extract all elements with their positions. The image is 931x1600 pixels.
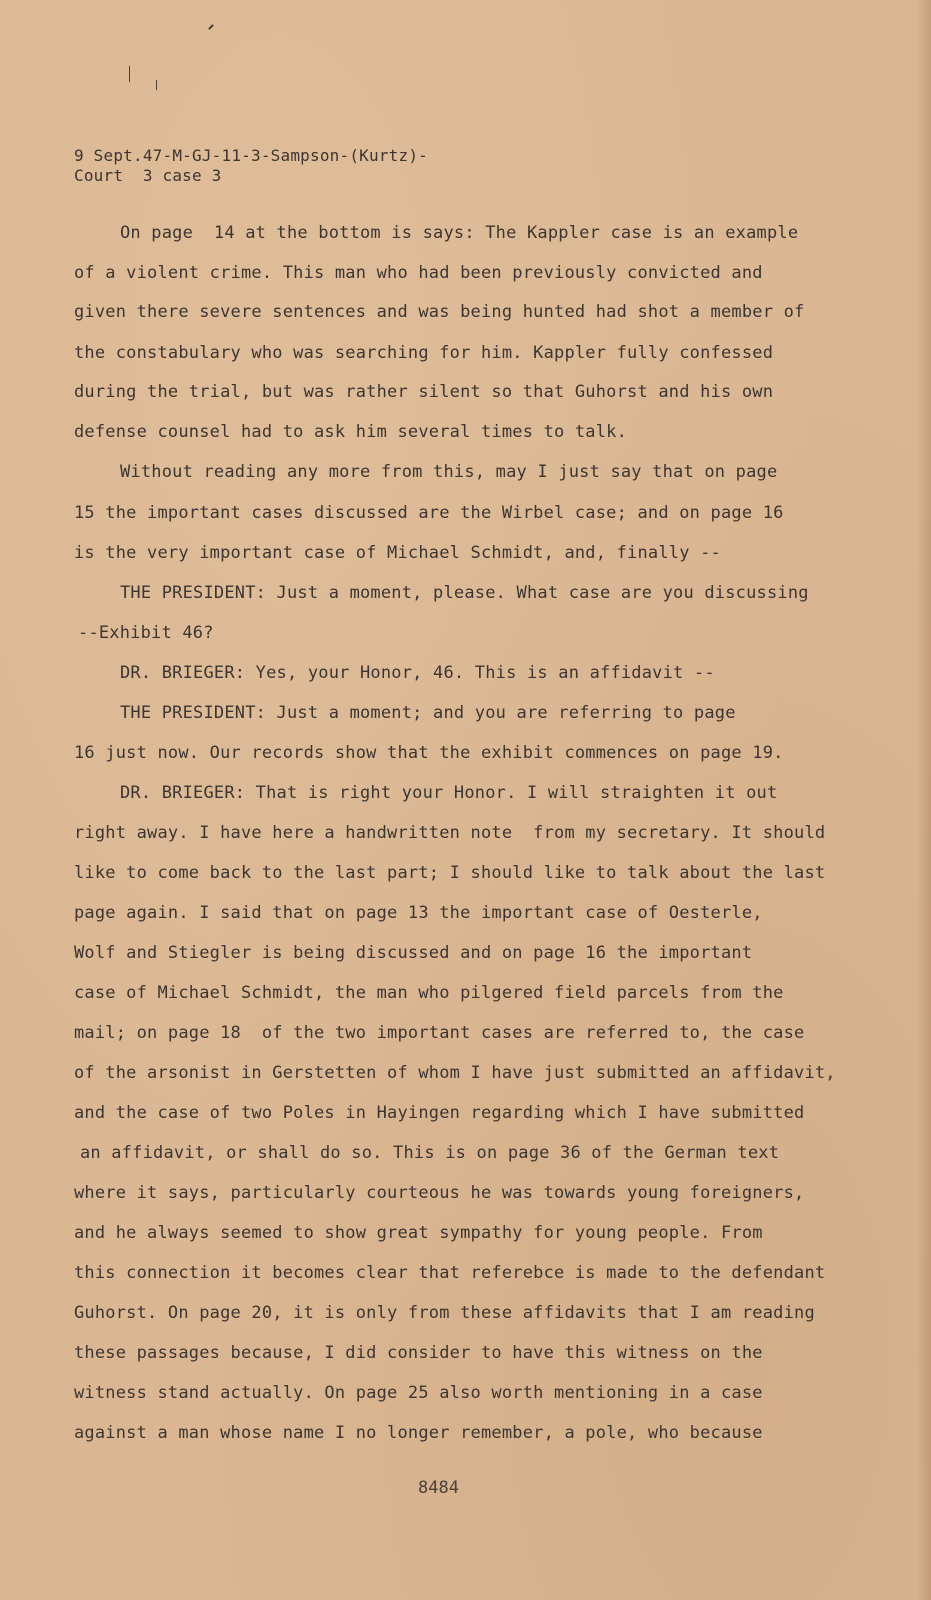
body-line: THE PRESIDENT: Just a moment, please. What case are you discussing [120, 583, 809, 603]
body-line: On page 14 at the bottom is says: The Kappler case is an example [120, 223, 799, 243]
body-line: Wolf and Stiegler is being discussed and on page 16 the important [74, 943, 753, 963]
body-line: DR. BRIEGER: That is right your Honor. I will straighten it out [120, 783, 778, 803]
body-line: case of Michael Schmidt, the man who pilgered field parcels from the [74, 983, 784, 1003]
page-number: 8484 [418, 1478, 459, 1498]
body-line: Without reading any more from this, may I just say that on page [120, 462, 778, 482]
body-line: during the trial, but was rather silent so that Guhorst and his own [74, 382, 774, 402]
body-line: against a man whose name I no longer remember, a pole, who because [74, 1423, 763, 1443]
pencil-mark [129, 66, 130, 82]
body-line: DR. BRIEGER: Yes, your Honor, 46. This is an affidavit -- [120, 663, 715, 683]
body-line: where it says, particularly courteous he was towards young foreigners, [74, 1183, 805, 1203]
body-line: page again. I said that on page 13 the important case of Oesterle, [74, 903, 763, 923]
body-line: 16 just now. Our records show that the exhibit commences on page 19. [74, 743, 784, 763]
header-line-2: Court 3 case 3 [74, 166, 222, 185]
body-line: the constabulary who was searching for him. Kappler fully confessed [74, 343, 774, 363]
body-line: THE PRESIDENT: Just a moment; and you are referring to page [120, 703, 736, 723]
body-line: these passages because, I did consider to have this witness on the [74, 1343, 763, 1363]
body-line: 15 the important cases discussed are the Wirbel case; and on page 16 [74, 503, 784, 523]
pencil-mark [156, 80, 157, 90]
body-line: right away. I have here a handwritten note from my secretary. It should [74, 823, 826, 843]
header-line-1: 9 Sept.47-M-GJ-11-3-Sampson-(Kurtz)- [74, 146, 428, 165]
body-line: and the case of two Poles in Hayingen regarding which I have submitted [74, 1103, 805, 1123]
body-line: given there severe sentences and was being hunted had shot a member of [74, 302, 805, 322]
body-line: this connection it becomes clear that referebce is made to the defendant [74, 1263, 826, 1283]
body-line: mail; on page 18 of the two important cases are referred to, the case [74, 1023, 805, 1043]
body-line: defense counsel had to ask him several times to talk. [74, 422, 628, 442]
body-line: Guhorst. On page 20, it is only from these affidavits that I am reading [74, 1303, 815, 1323]
body-line: of the arsonist in Gerstetten of whom I have just submitted an affidavit, [74, 1063, 836, 1083]
body-line: and he always seemed to show great sympathy for young people. From [74, 1223, 763, 1243]
body-line: --Exhibit 46? [78, 623, 214, 643]
body-line: witness stand actually. On page 25 also worth mentioning in a case [74, 1383, 763, 1403]
body-line: like to come back to the last part; I should like to talk about the last [74, 863, 826, 883]
body-line: of a violent crime. This man who had been previously convicted and [74, 263, 763, 283]
body-line: an affidavit, or shall do so. This is on page 36 of the German text [80, 1143, 780, 1163]
body-line: is the very important case of Michael Schmidt, and, finally -- [74, 543, 721, 563]
paper-edge-shadow [917, 0, 931, 1600]
